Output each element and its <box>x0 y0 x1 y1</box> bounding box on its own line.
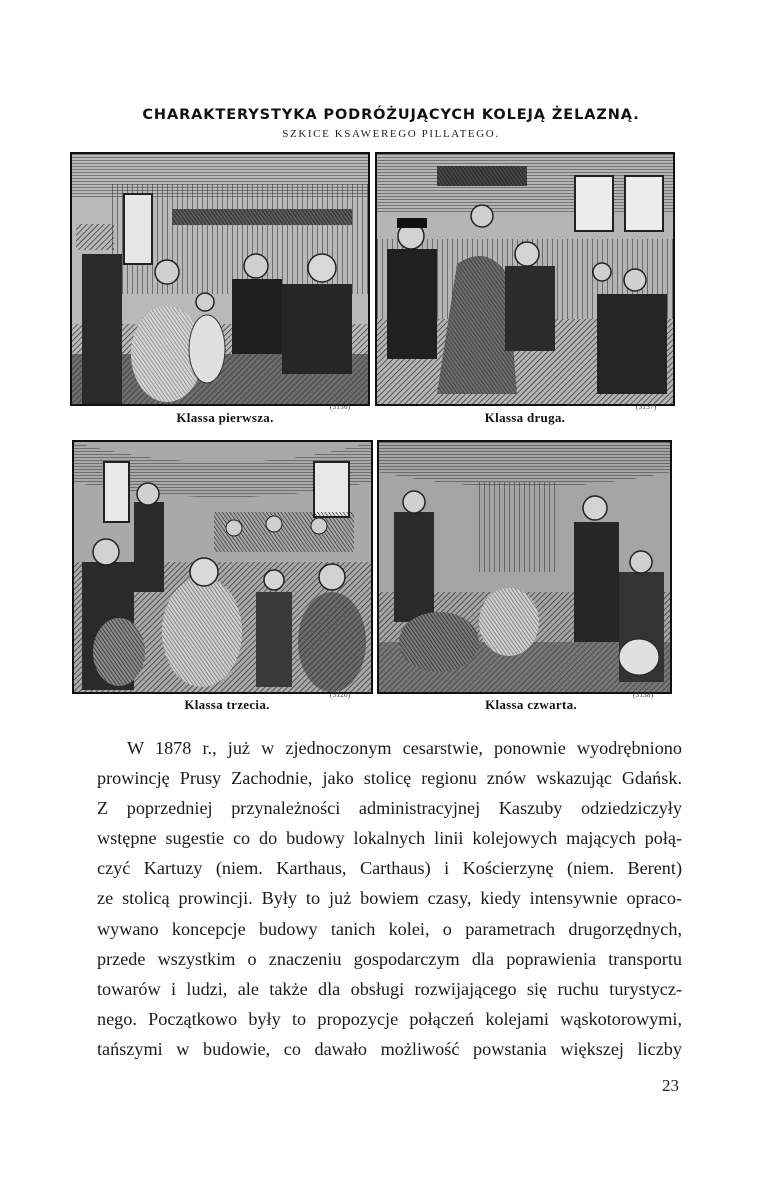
engraving-third-class <box>72 440 373 694</box>
text-line: nego. Początkowo były to propozycje połączeń kolejami wąskotorowymi, <box>97 1008 682 1029</box>
text-line: prowincję Prusy Zachodnie, jako stolicę regionu znów wskazując Gdańsk. <box>97 768 682 789</box>
second-class-illustration <box>377 154 673 404</box>
page-number: 23 <box>662 1076 679 1095</box>
text-line: tańszymi w budowie, co dawało możliwość powstania większej liczby <box>97 1038 682 1059</box>
figure-number-third: (3120) <box>330 691 351 699</box>
fourth-class-illustration <box>379 442 670 692</box>
caption-fourth-class: Klassa czwarta. <box>485 697 577 712</box>
text-line: wywano koncepcje budowy tanich kolei, o parametrach drugorzędnych, <box>97 918 682 939</box>
figure-number-second: (3137) <box>636 403 657 411</box>
figure-number-fourth: (3138) <box>633 691 654 699</box>
text-line: przede wszystkim o znaczeniu gospodarczym dla poprawienia transportu <box>97 948 682 969</box>
text-line: Z poprzedniej przynależności administracyjnej Kaszuby odziedziczyły <box>97 798 682 819</box>
text-line: W 1878 r., już w zjednoczonym cesarstwie, ponownie wyodrębniono <box>127 738 682 758</box>
caption-third-class: Klassa trzecia. <box>184 697 270 712</box>
engraving-fourth-class <box>377 440 672 694</box>
text-line: czyć Kartuzy (niem. Karthaus, Carthaus) i Kościerzynę (niem. Berent) <box>97 858 682 879</box>
first-class-illustration <box>72 154 368 404</box>
figure-title: CHARAKTERYSTYKA PODRÓŻUJĄCYCH KOLEJĄ ŻELAZNĄ. <box>142 107 640 123</box>
body-paragraph <box>97 733 682 1064</box>
text-line: ze stolicą prowincji. Były to już bowiem czasy, kiedy intensywnie opraco- <box>97 888 682 909</box>
engraving-second-class <box>375 152 675 406</box>
text-line: wstępne sugestie co do budowy lokalnych linii kolejowych mających połą- <box>97 828 682 849</box>
engraving-first-class <box>70 152 370 406</box>
caption-first-class: Klassa pierwsza. <box>176 410 274 425</box>
caption-second-class: Klassa druga. <box>484 410 566 425</box>
figure-subtitle: SZKICE KSAWEREGO PILLATEGO. <box>282 128 500 140</box>
third-class-illustration <box>74 442 371 692</box>
text-line: towarów i ludzi, ale także dla obsługi rozwijającego się ruchu turystycz- <box>97 978 682 999</box>
figure-number-first: (3136) <box>330 403 351 411</box>
